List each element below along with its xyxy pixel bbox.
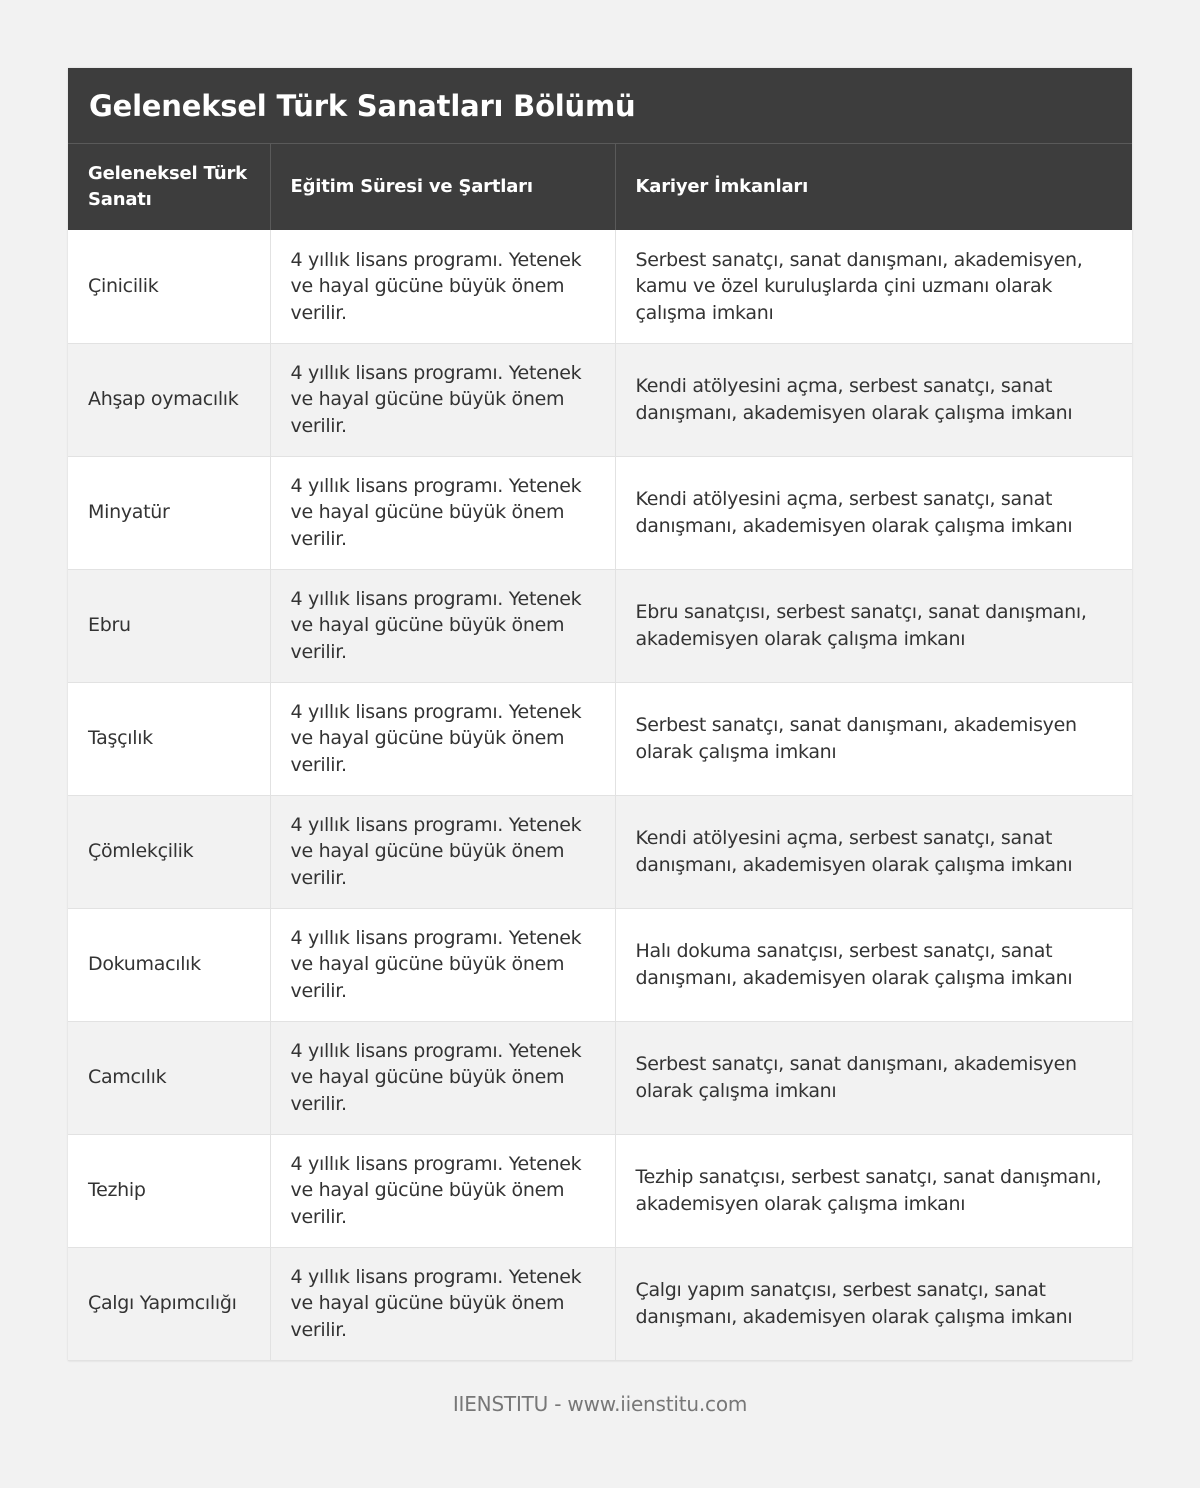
cell-career: Kendi atölyesini açma, serbest sanatçı, sanat danışmanı, akademisyen olarak çalışma imkanı [615, 456, 1132, 569]
cell-career: Ebru sanatçısı, serbest sanatçı, sanat danışmanı, akademisyen olarak çalışma imkanı [615, 569, 1132, 682]
data-table [68, 144, 1132, 1361]
cell-education: 4 yıllık lisans programı. Yetenek ve hayal gücüne büyük önem verilir. [270, 456, 615, 569]
cell-career: Kendi atölyesini açma, serbest sanatçı, sanat danışmanı, akademisyen olarak çalışma imkanı [615, 795, 1132, 908]
cell-career: Serbest sanatçı, sanat danışmanı, akademisyen olarak çalışma imkanı [615, 1021, 1132, 1134]
column-header-education: Eğitim Süresi ve Şartları [270, 144, 615, 230]
column-header-career: Kariyer İmkanları [615, 144, 1132, 230]
table-card [68, 68, 1132, 1361]
table-row [68, 908, 1132, 1021]
cell-art: Minyatür [68, 456, 270, 569]
cell-education: 4 yıllık lisans programı. Yetenek ve hayal gücüne büyük önem verilir. [270, 343, 615, 456]
cell-career: Çalgı yapım sanatçısı, serbest sanatçı, sanat danışmanı, akademisyen olarak çalışma imkanı [615, 1247, 1132, 1360]
cell-art: Ahşap oymacılık [68, 343, 270, 456]
table-row [68, 1021, 1132, 1134]
cell-education: 4 yıllık lisans programı. Yetenek ve hayal gücüne büyük önem verilir. [270, 682, 615, 795]
cell-career: Serbest sanatçı, sanat danışmanı, akademisyen, kamu ve özel kuruluşlarda çini uzmanı olarak çalışma imkanı [615, 230, 1132, 343]
cell-career: Tezhip sanatçısı, serbest sanatçı, sanat danışmanı, akademisyen olarak çalışma imkanı [615, 1134, 1132, 1247]
cell-art: Taşçılık [68, 682, 270, 795]
table-row [68, 795, 1132, 908]
cell-career: Halı dokuma sanatçısı, serbest sanatçı, sanat danışmanı, akademisyen olarak çalışma imkanı [615, 908, 1132, 1021]
table-row [68, 1247, 1132, 1360]
cell-education: 4 yıllık lisans programı. Yetenek ve hayal gücüne büyük önem verilir. [270, 1247, 615, 1360]
cell-education: 4 yıllık lisans programı. Yetenek ve hayal gücüne büyük önem verilir. [270, 1021, 615, 1134]
cell-career: Serbest sanatçı, sanat danışmanı, akademisyen olarak çalışma imkanı [615, 682, 1132, 795]
cell-education: 4 yıllık lisans programı. Yetenek ve hayal gücüne büyük önem verilir. [270, 1134, 615, 1247]
table-row [68, 682, 1132, 795]
table-row [68, 569, 1132, 682]
table-row [68, 1134, 1132, 1247]
cell-career: Kendi atölyesini açma, serbest sanatçı, sanat danışmanı, akademisyen olarak çalışma imkanı [615, 343, 1132, 456]
header-row [68, 144, 1132, 230]
cell-art: Çinicilik [68, 230, 270, 343]
cell-education: 4 yıllık lisans programı. Yetenek ve hayal gücüne büyük önem verilir. [270, 908, 615, 1021]
table-row [68, 456, 1132, 569]
table-header [68, 144, 1132, 230]
cell-education: 4 yıllık lisans programı. Yetenek ve hayal gücüne büyük önem verilir. [270, 569, 615, 682]
cell-art: Tezhip [68, 1134, 270, 1247]
cell-art: Dokumacılık [68, 908, 270, 1021]
table-row [68, 230, 1132, 343]
table-body [68, 230, 1132, 1360]
cell-art: Camcılık [68, 1021, 270, 1134]
cell-art: Çömlekçilik [68, 795, 270, 908]
table-row [68, 343, 1132, 456]
cell-education: 4 yıllık lisans programı. Yetenek ve hayal gücüne büyük önem verilir. [270, 795, 615, 908]
footer-credit: IIENSTITU - www.iienstitu.com [452, 1392, 748, 1416]
page-title: Geleneksel Türk Sanatları Bölümü [89, 88, 636, 123]
title-bar [68, 68, 1132, 144]
column-header-art: Geleneksel Türk Sanatı [68, 144, 270, 230]
cell-art: Çalgı Yapımcılığı [68, 1247, 270, 1360]
cell-education: 4 yıllık lisans programı. Yetenek ve hayal gücüne büyük önem verilir. [270, 230, 615, 343]
cell-art: Ebru [68, 569, 270, 682]
